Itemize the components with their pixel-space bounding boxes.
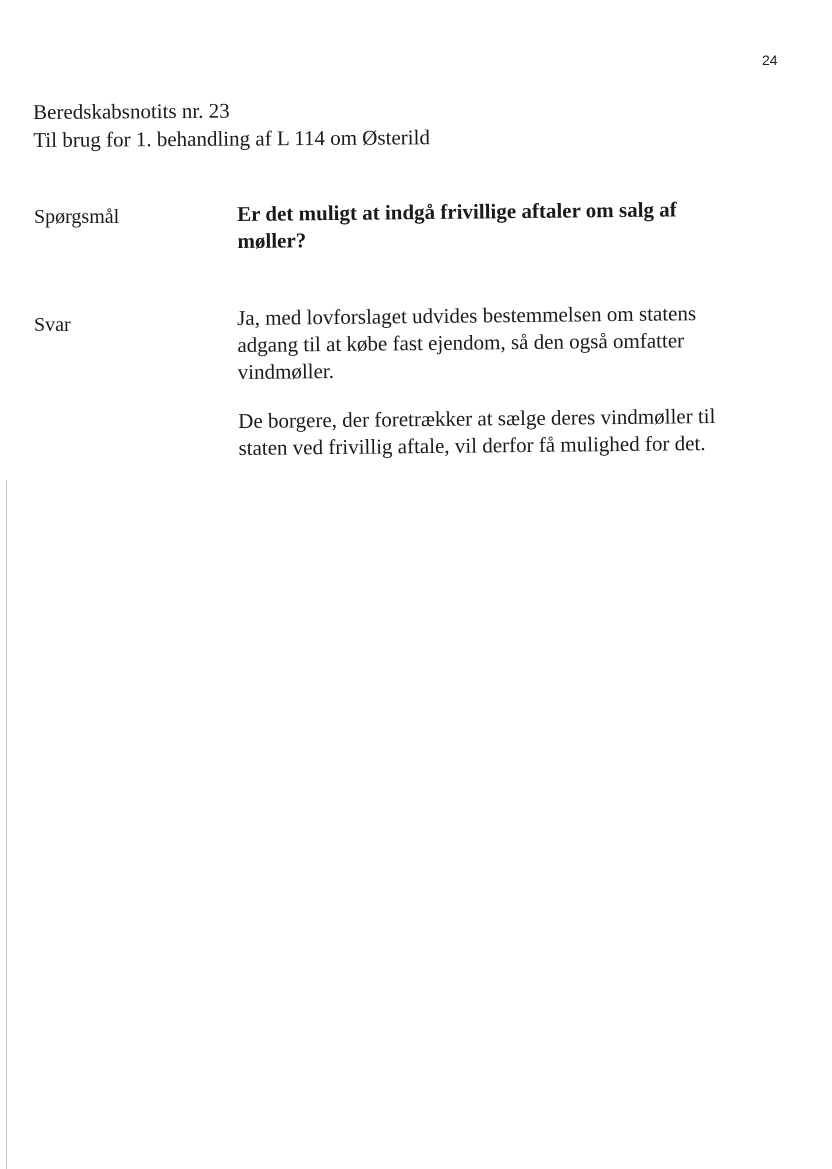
document-header (33, 95, 430, 154)
answer-paragraph: Ja, med lovforslaget udvides bestemmelsen om statens adgang til at købe fast ejendom, så den også omfatter vindmøller. (237, 301, 697, 384)
question-content (237, 196, 718, 255)
header-subtitle: Til brug for 1. behandling af L 114 om Østerild (33, 125, 430, 152)
answer-content (237, 300, 719, 484)
header-title: Beredskabsnotits nr. 23 (33, 98, 230, 124)
answer-label: Svar (34, 314, 71, 336)
answer-paragraph: De borgere, der foretrækker at sælge deres vindmøller til staten ved frivillig aftale, vil derfor få mulighed for det. (238, 403, 716, 460)
question-text: Er det muligt at indgå frivillige aftaler om salg af møller? (237, 197, 677, 253)
scan-edge-line (6, 480, 7, 1169)
question-label: Spørgsmål (34, 206, 120, 228)
page-number: 24 (762, 52, 778, 68)
